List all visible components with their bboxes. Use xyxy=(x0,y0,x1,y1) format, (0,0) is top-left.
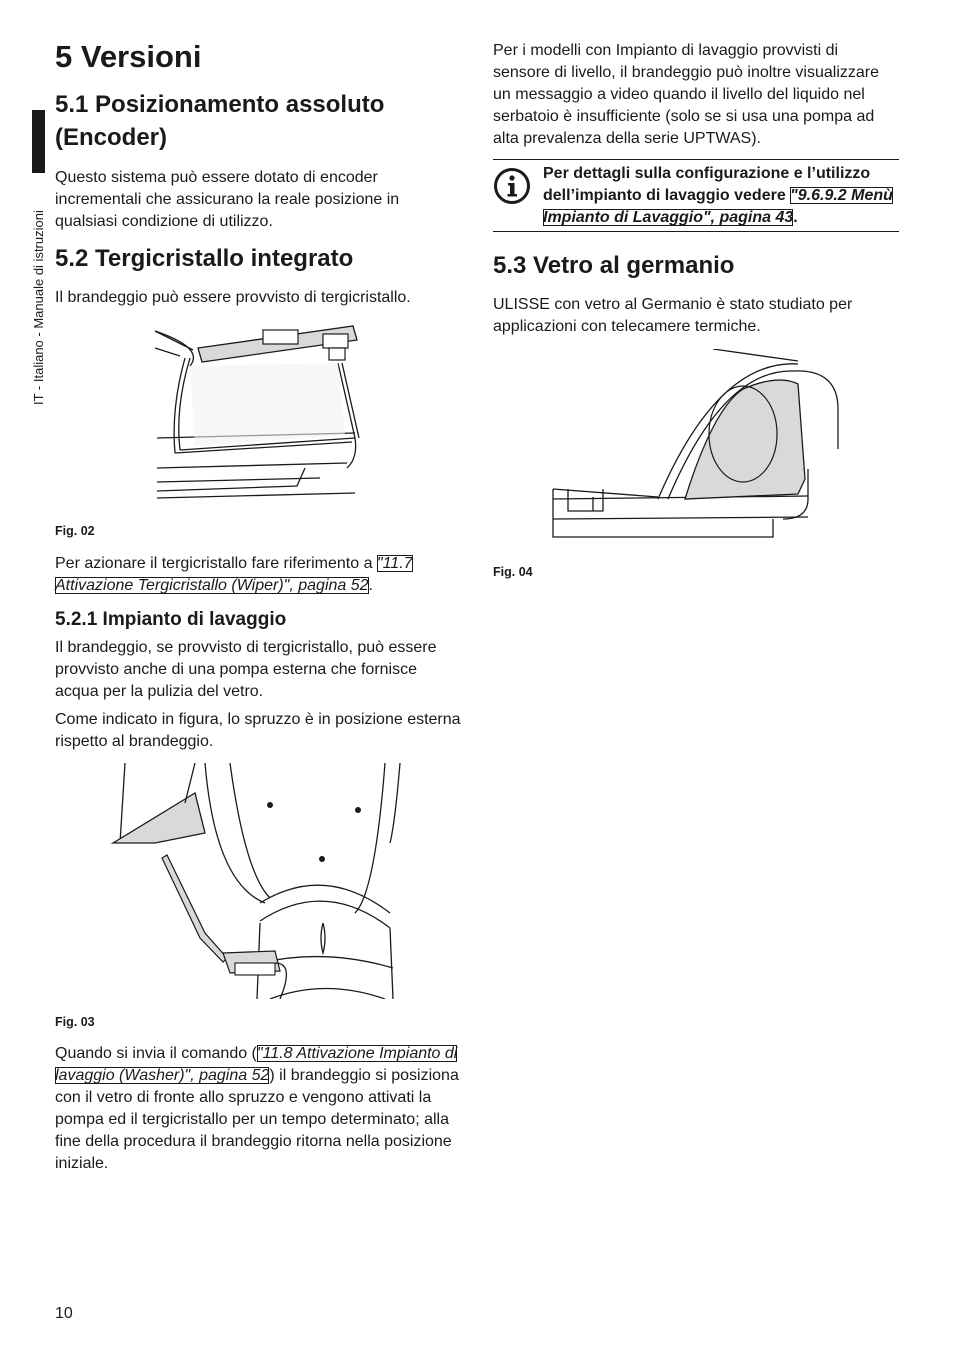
left-column xyxy=(55,38,463,1175)
info-note-text xyxy=(543,163,899,229)
info-icon xyxy=(493,163,533,229)
section-5-2-1-body-2: Come indicato in figura, lo spruzzo è in posizione esterna rispetto al brandeggio. xyxy=(55,711,461,750)
info-note-intro: Per dettagli sulla configurazione e l’utilizzo dell’impianto di lavaggio vedere xyxy=(543,165,871,204)
figure-03-washer-drawing xyxy=(55,763,463,999)
germanium-window xyxy=(685,380,805,499)
figure-02-caption: Fig. 02 xyxy=(55,524,95,538)
figure-04-germanium-drawing xyxy=(493,349,899,547)
wiper-activation-link[interactable]: "11.7 Attivazione Tergicristallo (Wiper)", pagina 52 xyxy=(55,555,413,594)
figure-04-caption: Fig. 04 xyxy=(493,565,533,579)
wiper-reference-end: . xyxy=(368,577,373,594)
sidebar-marker xyxy=(32,110,45,173)
washer-menu-link[interactable]: "9.6.9.2 Menù Impianto di Lavaggio", pagina 43 xyxy=(543,187,893,226)
level-sensor-paragraph: Per i modelli con Impianto di lavaggio provvisti di sensore di livello, il brandeggio può inoltre visualizzare un messaggio a video quando il livello del liquido nel serbatoio è insufficiente (solo se si usa una pompa ad alta prevalenza della serie UPTWAS). xyxy=(493,42,879,147)
figure-02-wiper-drawing xyxy=(55,318,463,508)
section-5-3-title: 5.3 Vetro al germanio xyxy=(493,252,735,279)
section-5-2-title: 5.2 Tergicristallo integrato xyxy=(55,245,354,272)
washer-procedure-intro: Quando si invia il comando ( xyxy=(55,1045,257,1062)
section-5-3-body: ULISSE con vetro al Germanio è stato studiato per applicazioni con telecamere termiche. xyxy=(493,296,853,335)
section-5-1-title: 5.1 Posizionamento assoluto (Encoder) xyxy=(55,91,385,151)
section-5-1-body: Questo sistema può essere dotato di encoder incrementali che assicurano la reale posizione in qualsiasi condizione di utilizzo. xyxy=(55,169,400,230)
section-5-2-1-body-1: Il brandeggio, se provvisto di tergicristallo, può essere provvisto anche di una pompa esterna che fornisce acqua per la pulizia del vetro. xyxy=(55,639,437,700)
page-number: 10 xyxy=(55,1305,73,1322)
section-5-2-1-title: 5.2.1 Impianto di lavaggio xyxy=(55,609,287,630)
washer-procedure-body: ) il brandeggio si posiziona con il vetro di fronte allo spruzzo e vengono attivati la pompa ed il tergicristallo per un tempo determinato; alla fine della procedura il brandeggio ritorna nella posizione iniziale. xyxy=(55,1067,459,1172)
wiper-reference-paragraph xyxy=(55,553,463,597)
section-5-2-body: Il brandeggio può essere provvisto di tergicristallo. xyxy=(55,289,411,306)
info-note-end: . xyxy=(793,209,798,226)
sidebar-label: IT - Italiano - Manuale di istruzioni xyxy=(31,210,46,405)
wiper-reference-intro: Per azionare il tergicristallo fare riferimento a xyxy=(55,555,377,572)
figure-03-caption: Fig. 03 xyxy=(55,1015,95,1029)
right-column xyxy=(493,40,899,583)
washer-procedure-paragraph xyxy=(55,1043,463,1175)
washer-activation-link[interactable]: "11.8 Attivazione Impianto di lavaggio (Washer)", pagina 52 xyxy=(55,1045,458,1084)
info-note xyxy=(493,159,899,232)
chapter-title: 5 Versioni xyxy=(55,39,202,74)
spray-nozzle-pipe xyxy=(162,855,227,962)
